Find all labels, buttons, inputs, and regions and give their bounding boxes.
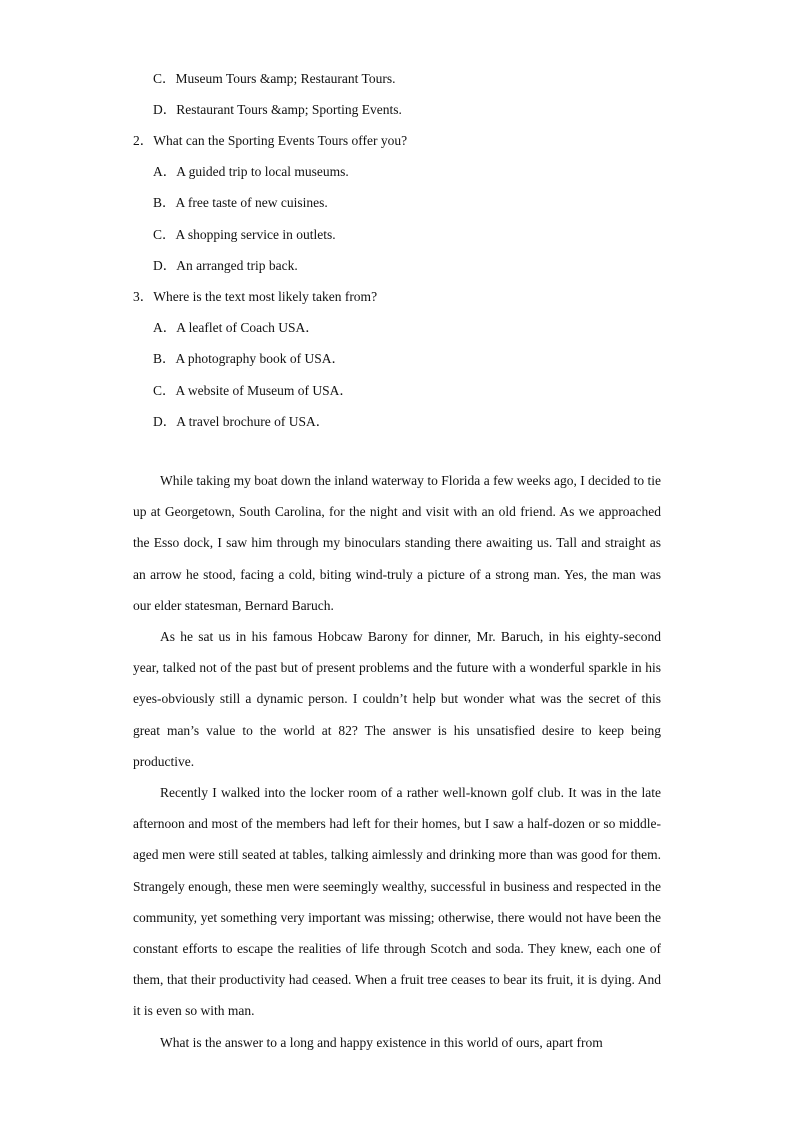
question-3-stem: 3．Where is the text most likely taken from?	[133, 289, 378, 304]
q2-option-a: A．A guided trip to local museums.	[153, 164, 349, 179]
q3-option-c: C．A website of Museum of USA．	[153, 383, 353, 398]
q3-option-b: B．A photography book of USA．	[153, 351, 345, 366]
passage-paragraph-1: While taking my boat down the inland waterway to Florida a few weeks ago, I decided to tie up at Georgetown, South Carolina, for the night and visit with an old friend. As we approached the Esso dock, I saw him through my binoculars standing there awaiting us. Tall and straight as an arrow he stood, facing a cold, biting wind-truly a picture of a strong man. Yes, the man was our elder statesman, Bernard Baruch.	[133, 473, 661, 613]
passage-paragraph-2: As he sat us in his famous Hobcaw Barony for dinner, Mr. Baruch, in his eighty-second year, talked not of the past but of present problems and the future with a wonderful sparkle in his eyes-obviously still a dynamic person. I couldn’t help but wonder what was the secret of this great man’s value to the world at 82? The answer is his unsatisfied desire to keep being productive.	[133, 629, 661, 769]
question-2-stem: 2．What can the Sporting Events Tours offer you?	[133, 133, 408, 148]
q2-option-c: C．A shopping service in outlets.	[153, 227, 336, 242]
passage-paragraph-4: What is the answer to a long and happy existence in this world of ours, apart from	[160, 1035, 603, 1050]
q3-option-d: D．A travel brochure of USA．	[153, 414, 330, 429]
passage-paragraph-3: Recently I walked into the locker room of a rather well-known golf club. It was in the late afternoon and most of the members had left for their homes, but I saw a half-dozen or so middle-aged men were still seated at tables, talking aimlessly and drinking more than was good for them. Strangely enough, these men were seemingly wealthy, successful in business and respected in the community, yet something very important was missing; otherwise, there would not have been the constant efforts to escape the realities of life through Scotch and soda. They knew, each one of them, that their productivity had ceased. When a fruit tree ceases to bear its fruit, it is dying. And it is even so with man.	[133, 785, 661, 1019]
q2-option-d: D．An arranged trip back.	[153, 258, 298, 273]
q1-option-d: D．Restaurant Tours &amp; Sporting Events.	[153, 102, 402, 117]
q2-option-b: B．A free taste of new cuisines.	[153, 195, 328, 210]
q1-option-c: C．Museum Tours &amp; Restaurant Tours.	[153, 71, 396, 86]
q3-option-a: A．A leaflet of Coach USA．	[153, 320, 319, 335]
